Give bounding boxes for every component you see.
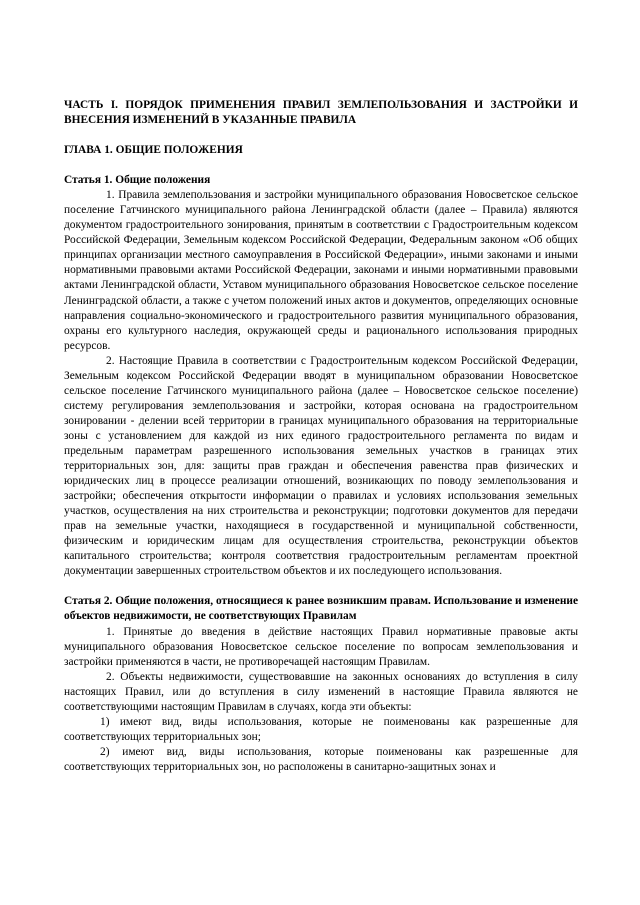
article-1 xyxy=(64,173,578,579)
part-title: ЧАСТЬ I. ПОРЯДОК ПРИМЕНЕНИЯ ПРАВИЛ ЗЕМЛЕПОЛЬЗОВАНИЯ И ЗАСТРОЙКИ И ВНЕСЕНИЯ ИЗМЕНЕНИЙ В УКАЗАННЫЕ ПРАВИЛА xyxy=(64,99,578,127)
article-2-title: Статья 2. Общие положения, относящиеся к ранее возникшим правам. Использование и изменение объектов недвижимости, не соответствующих Правилам xyxy=(64,595,578,623)
article-1-paragraph-2: 2. Настоящие Правила в соответствии с Градостроительным кодексом Российской Федерации, Земельным кодексом Российской Федерации вводят в муниципальном образовании Новосветское сельское поселение Гатчинского муниципального района (далее – Новосветское сельское поселение) систему регулирования землепользования и застройки, которая основана на градостроительном зонировании - делении всей территории в границах муниципального образования на территориальные зоны с установлением для каждой из них единого градостроительного регламента по видам и предельным параметрам разрешенного использования земельных участков в границах этих территориальных зон, для: защиты прав граждан и обеспечения равенства прав физических и юридических лиц в процессе реализации отношений, возникающих по поводу землепользования и застройки; обеспечения открытости информации о правилах и условиях использования земельных участков, осуществления на них строительства и реконструкции; подготовки документов для передачи прав на земельные участки, находящиеся в государственной и муниципальной собственности, физическим и юридическим лицам для осуществления строительства, реконструкции объектов капитального строительства; контроля соответствия градостроительным регламентам проектной документации завершенных строительством объектов и их последующего использования. xyxy=(64,354,578,578)
article-2 xyxy=(64,594,578,775)
article-2-paragraph-1: 1. Принятые до введения в действие настоящих Правил нормативные правовые акты муниципального образования Новосветское сельское поселение по вопросам землепользования и застройки применяются в части, не противоречащей настоящим Правилам. xyxy=(64,625,578,668)
article-1-title: Статья 1. Общие положения xyxy=(64,174,211,187)
article-1-paragraph-1: 1. Правила землепользования и застройки муниципального образования Новосветское сельское поселение Гатчинского муниципального района Ленинградской области (далее – Правила) являются документом градостроительного зонирования, принятым в соответствии с Градостроительным кодексом Российской Федерации, Земельным кодексом Российской Федерации, Федеральным законом «Об общих принципах организации местного самоуправления в Российской Федерации», иными законами и иными нормативными правовыми актами Российской Федерации, законами и иными нормативными правовыми актами Ленинградской области, Уставом муниципального образования Новосветское сельское поселение Ленинградской области, а также с учетом положений иных актов и документов, определяющих основные направления социально-экономического и градостроительного развития муниципального образования, охраны его культурного наследия, окружающей среды и рационального использования природных ресурсов. xyxy=(64,189,578,352)
chapter-title: ГЛАВА 1. ОБЩИЕ ПОЛОЖЕНИЯ xyxy=(64,144,243,157)
article-2-paragraph-2: 2. Объекты недвижимости, существовавшие на законных основаниях до вступления в силу настоящих Правил, или до вступления в силу изменений в настоящие Правила являются не соответствующими настоящим Правилам в случаях, когда эти объекты: xyxy=(64,670,578,713)
article-2-item-1: 1) имеют вид, виды использования, которые не поименованы как разрешенные для соответствующих территориальных зон; xyxy=(64,715,578,743)
article-2-item-2: 2) имеют вид, виды использования, которые поименованы как разрешенные для соответствующих территориальных зон, но расположены в санитарно-защитных зонах и xyxy=(64,745,578,773)
